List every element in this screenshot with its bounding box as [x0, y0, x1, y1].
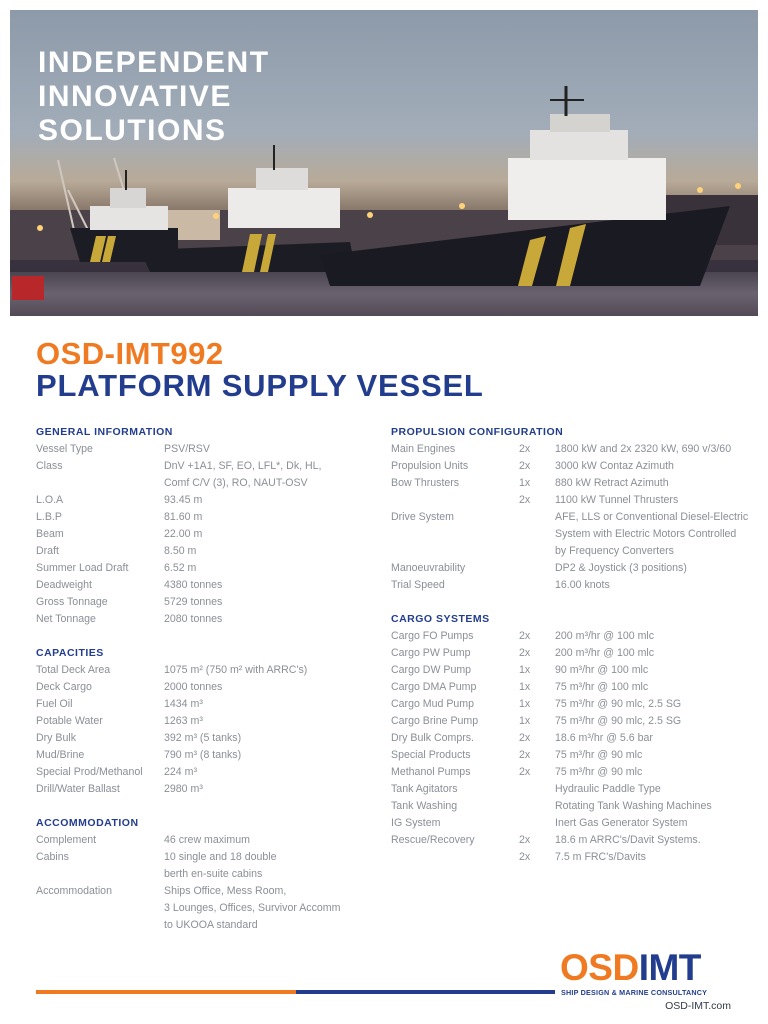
spec-quantity	[519, 798, 555, 815]
spec-row	[391, 628, 751, 645]
spec-label: Dry Bulk Comprs.	[391, 732, 474, 744]
spec-row	[36, 917, 376, 934]
spec-value: 16.00 knots	[555, 579, 610, 591]
hero-headline	[38, 46, 270, 148]
spec-quantity: 1x	[519, 698, 531, 710]
spec-value: 75 m³/hr @ 90 mlc, 2.5 SG	[555, 698, 682, 710]
spec-label: Fuel Oil	[36, 698, 73, 710]
spec-quantity	[519, 509, 555, 526]
spec-label: Accommodation	[36, 885, 112, 897]
spec-row	[36, 509, 376, 526]
spec-label: L.B.P	[36, 511, 62, 523]
osd-imt-logo	[560, 948, 735, 988]
spec-value: 93.45 m	[164, 494, 203, 506]
spec-value: 1263 m³	[164, 715, 203, 727]
spec-label: Deck Cargo	[36, 681, 92, 693]
section-heading-general: GENERAL INFORMATION	[36, 426, 173, 438]
spec-column-right	[391, 424, 751, 866]
spec-value: 790 m³ (8 tanks)	[164, 749, 242, 761]
spec-label: Propulsion Units	[391, 460, 469, 472]
spec-label: Class	[36, 460, 63, 472]
vessel-type-title: PLATFORM SUPPLY VESSEL	[36, 368, 484, 403]
spec-value: 3 Lounges, Offices, Survivor Accomm	[164, 902, 341, 914]
spec-row	[36, 832, 376, 849]
spec-quantity	[519, 543, 555, 560]
propulsion-list	[391, 441, 751, 594]
spec-label: Tank Agitators	[391, 783, 458, 795]
ship-superstructure-right	[508, 158, 666, 220]
spec-label	[36, 917, 164, 934]
spec-row	[36, 883, 376, 900]
spec-quantity: 2x	[519, 630, 531, 642]
spec-value: 10 single and 18 double	[164, 851, 277, 863]
spec-row	[36, 679, 376, 696]
spec-value: 880 kW Retract Azimuth	[555, 477, 669, 489]
spec-value: Ships Office, Mess Room,	[164, 885, 287, 897]
hero-photo	[10, 10, 758, 316]
spec-row	[36, 764, 376, 781]
spec-label	[36, 866, 164, 883]
spec-quantity: 1x	[519, 664, 531, 676]
spec-value: 1100 kW Tunnel Thrusters	[555, 494, 679, 506]
spec-value: 90 m³/hr @ 100 mlc	[555, 664, 649, 676]
spec-quantity	[519, 781, 555, 798]
spec-quantity	[519, 526, 555, 543]
spec-row	[391, 781, 751, 798]
spec-row	[36, 611, 376, 628]
spec-quantity: 2x	[519, 443, 531, 455]
spec-label: Rescue/Recovery	[391, 834, 475, 846]
logo-imt: IMT	[638, 947, 701, 988]
spec-label: Bow Thrusters	[391, 477, 460, 489]
general-info-list	[36, 441, 376, 628]
spec-value: 75 m³/hr @ 90 mlc, 2.5 SG	[555, 715, 682, 727]
spec-row	[36, 713, 376, 730]
footer-rule-orange	[36, 990, 296, 994]
spec-row	[391, 747, 751, 764]
section-heading-cargo: CARGO SYSTEMS	[391, 613, 490, 625]
spec-label: Total Deck Area	[36, 664, 111, 676]
spec-row	[36, 594, 376, 611]
spec-value: 75 m³/hr @ 90 mlc	[555, 749, 643, 761]
section-heading-capacities: CAPACITIES	[36, 647, 104, 659]
spec-quantity: 2x	[519, 732, 531, 744]
spec-quantity	[519, 577, 555, 594]
spec-row	[36, 441, 376, 458]
accommodation-list	[36, 832, 376, 934]
spec-value: 2080 tonnes	[164, 613, 223, 625]
spec-value: 392 m³ (5 tanks)	[164, 732, 242, 744]
spec-row	[391, 832, 751, 849]
spec-quantity: 2x	[519, 749, 531, 761]
spec-label: Special Prod/Methanol	[36, 766, 143, 778]
spec-label: Gross Tonnage	[36, 596, 108, 608]
spec-row	[36, 543, 376, 560]
spec-row	[36, 458, 376, 475]
spec-row	[391, 798, 751, 815]
spec-value: 2980 m³	[164, 783, 203, 795]
spec-label: Special Products	[391, 749, 471, 761]
spec-value: 8.50 m	[164, 545, 197, 557]
spec-value: 7.5 m FRC's/Davits	[555, 851, 646, 863]
logo-osd: OSD	[560, 947, 639, 988]
spec-label: Drive System	[391, 511, 454, 523]
spec-label	[391, 849, 519, 866]
spec-value: to UKOOA standard	[164, 919, 258, 931]
spec-quantity: 1x	[519, 477, 531, 489]
spec-row	[36, 849, 376, 866]
spec-row	[36, 526, 376, 543]
spec-label: Cargo FO Pumps	[391, 630, 474, 642]
spec-row	[391, 764, 751, 781]
spec-label: Net Tonnage	[36, 613, 96, 625]
spec-label: Vessel Type	[36, 443, 93, 455]
spec-quantity: 2x	[519, 851, 531, 863]
spec-value: AFE, LLS or Conventional Diesel-Electric	[555, 511, 749, 523]
company-tagline: SHIP DESIGN & MARINE CONSULTANCY	[561, 988, 708, 997]
section-heading-propulsion: PROPULSION CONFIGURATION	[391, 426, 564, 438]
spec-value: Rotating Tank Washing Machines	[555, 800, 712, 812]
spec-value: 224 m³	[164, 766, 197, 778]
spec-label: Manoeuvrability	[391, 562, 466, 574]
spec-row	[391, 730, 751, 747]
spec-value: PSV/RSV	[164, 443, 210, 455]
spec-quantity	[519, 560, 555, 577]
headline-line: SOLUTIONS	[38, 114, 227, 147]
spec-label: Dry Bulk	[36, 732, 77, 744]
spec-label: Beam	[36, 528, 64, 540]
spec-row	[36, 577, 376, 594]
spec-value: Comf C/V (3), RO, NAUT-OSV	[164, 477, 308, 489]
spec-value: 1075 m² (750 m² with ARRC's)	[164, 664, 308, 676]
spec-row	[391, 577, 751, 594]
spec-row	[36, 696, 376, 713]
spec-label: IG System	[391, 817, 441, 829]
spec-value: 2000 tonnes	[164, 681, 223, 693]
spec-label: Deadweight	[36, 579, 92, 591]
spec-quantity: 2x	[519, 766, 531, 778]
spec-row	[36, 492, 376, 509]
section-heading-accommodation: ACCOMMODATION	[36, 817, 139, 829]
spec-row	[391, 492, 751, 509]
spec-value: 22.00 m	[164, 528, 203, 540]
spec-label: Drill/Water Ballast	[36, 783, 120, 795]
spec-row	[391, 475, 751, 492]
spec-label: Cargo DW Pump	[391, 664, 472, 676]
spec-value: 6.52 m	[164, 562, 197, 574]
spec-row	[36, 560, 376, 577]
spec-value: 200 m³/hr @ 100 mlc	[555, 630, 655, 642]
spec-value: 75 m³/hr @ 100 mlc	[555, 681, 649, 693]
spec-label: Potable Water	[36, 715, 103, 727]
spec-row	[391, 713, 751, 730]
headline-line: INDEPENDENT	[38, 46, 270, 79]
spec-row	[391, 458, 751, 475]
spec-quantity: 2x	[519, 494, 531, 506]
spec-row	[391, 815, 751, 832]
spec-row	[36, 475, 376, 492]
tug-boat	[12, 276, 44, 300]
spec-label: Main Engines	[391, 443, 456, 455]
spec-row	[391, 849, 751, 866]
spec-value: 200 m³/hr @ 100 mlc	[555, 647, 655, 659]
spec-value: DP2 & Joystick (3 positions)	[555, 562, 687, 574]
spec-label	[36, 475, 164, 492]
spec-label: Cargo Brine Pump	[391, 715, 479, 727]
capacities-list	[36, 662, 376, 798]
headline-line: INNOVATIVE	[38, 80, 232, 113]
spec-label	[36, 900, 164, 917]
spec-label: Complement	[36, 834, 97, 846]
spec-row	[391, 441, 751, 458]
spec-row	[391, 645, 751, 662]
spec-quantity: 2x	[519, 834, 531, 846]
spec-row	[391, 696, 751, 713]
spec-row	[391, 662, 751, 679]
spec-label: Tank Washing	[391, 800, 458, 812]
spec-value: berth en-suite cabins	[164, 868, 263, 880]
spec-label	[391, 543, 519, 560]
spec-label: Mud/Brine	[36, 749, 85, 761]
spec-row	[36, 900, 376, 917]
spec-value: Hydraulic Paddle Type	[555, 783, 661, 795]
cargo-systems-list	[391, 628, 751, 866]
spec-value: 5729 tonnes	[164, 596, 223, 608]
spec-value: 1434 m³	[164, 698, 203, 710]
spec-value: System with Electric Motors Controlled	[555, 528, 737, 540]
spec-row	[36, 730, 376, 747]
spec-value: 1800 kW and 2x 2320 kW, 690 v/3/60	[555, 443, 732, 455]
spec-label: Cabins	[36, 851, 69, 863]
spec-row	[36, 866, 376, 883]
spec-value: DnV +1A1, SF, EO, LFL*, Dk, HL,	[164, 460, 322, 472]
spec-row	[36, 662, 376, 679]
spec-quantity: 2x	[519, 647, 531, 659]
spec-label: Trial Speed	[391, 579, 445, 591]
spec-row	[391, 509, 751, 526]
spec-quantity: 2x	[519, 460, 531, 472]
spec-row	[36, 747, 376, 764]
spec-row	[391, 543, 751, 560]
ship-superstructure-left	[90, 206, 168, 230]
spec-label: Cargo Mud Pump	[391, 698, 475, 710]
spec-label: Methanol Pumps	[391, 766, 471, 778]
spec-value: 18.6 m³/hr @ 5.6 bar	[555, 732, 653, 744]
website-link[interactable]: OSD-IMT.com	[665, 1000, 731, 1012]
vessel-code: OSD-IMT992	[36, 336, 224, 371]
spec-label: Draft	[36, 545, 59, 557]
spec-label: L.O.A	[36, 494, 64, 506]
spec-value: 18.6 m ARRC's/Davit Systems.	[555, 834, 701, 846]
spec-value: 3000 kW Contaz Azimuth	[555, 460, 674, 472]
spec-value: 46 crew maximum	[164, 834, 250, 846]
spec-value: by Frequency Converters	[555, 545, 674, 557]
spec-label	[391, 526, 519, 543]
spec-label: Cargo DMA Pump	[391, 681, 477, 693]
spec-row	[391, 526, 751, 543]
spec-value: 75 m³/hr @ 90 mlc	[555, 766, 643, 778]
spec-label	[391, 492, 519, 509]
spec-column-left	[36, 424, 376, 934]
spec-row	[36, 781, 376, 798]
spec-row	[391, 560, 751, 577]
spec-quantity: 1x	[519, 715, 531, 727]
footer-rule-blue	[296, 990, 555, 994]
spec-value: Inert Gas Generator System	[555, 817, 688, 829]
spec-quantity	[519, 815, 555, 832]
spec-label: Cargo PW Pump	[391, 647, 471, 659]
ship-superstructure-middle	[228, 188, 340, 228]
spec-value: 81.60 m	[164, 511, 203, 523]
spec-row	[391, 679, 751, 696]
spec-label: Summer Load Draft	[36, 562, 129, 574]
spec-quantity: 1x	[519, 681, 531, 693]
spec-value: 4380 tonnes	[164, 579, 223, 591]
